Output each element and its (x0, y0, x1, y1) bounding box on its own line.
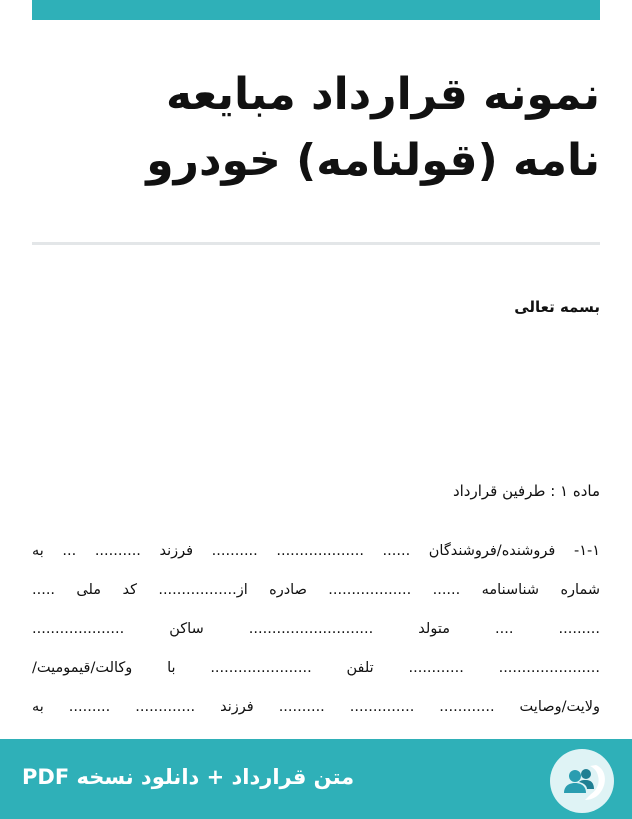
page-title-line-2: نامه (قولنامه) خودرو (146, 135, 600, 186)
download-banner-label[interactable]: متن قرارداد + دانلود نسخه PDF (22, 765, 355, 789)
body-line-5: ولایت/وصایت ............ .............. .......... فرزند ............. ......... به (32, 699, 600, 715)
body-line-2: شماره شناسنامه ...... .................. صادره از................. کد ملی ..... (32, 582, 600, 598)
page-title (32, 62, 600, 194)
article-1-body (32, 532, 600, 727)
body-line-4: ...................... ............ تلفن ...................... با وکالت/قیمومیت/ (32, 660, 600, 676)
title-divider (32, 242, 600, 245)
users-chat-icon (550, 749, 614, 813)
article-1-heading: ماده ۱ : طرفین قرارداد (452, 482, 600, 500)
page-title-line-1: نمونه قرارداد مبایعه (165, 69, 600, 120)
body-line-3: ......... .... متولد ........................... ساکن .................... (32, 621, 600, 637)
top-accent-bar (32, 0, 600, 20)
basmala-heading: بسمه تعالی (514, 298, 600, 316)
body-line-1: ۱-۱- فروشنده/فروشندگان ...... ................... .......... فرزند .......... ... به (32, 543, 600, 559)
download-banner[interactable] (0, 739, 632, 819)
